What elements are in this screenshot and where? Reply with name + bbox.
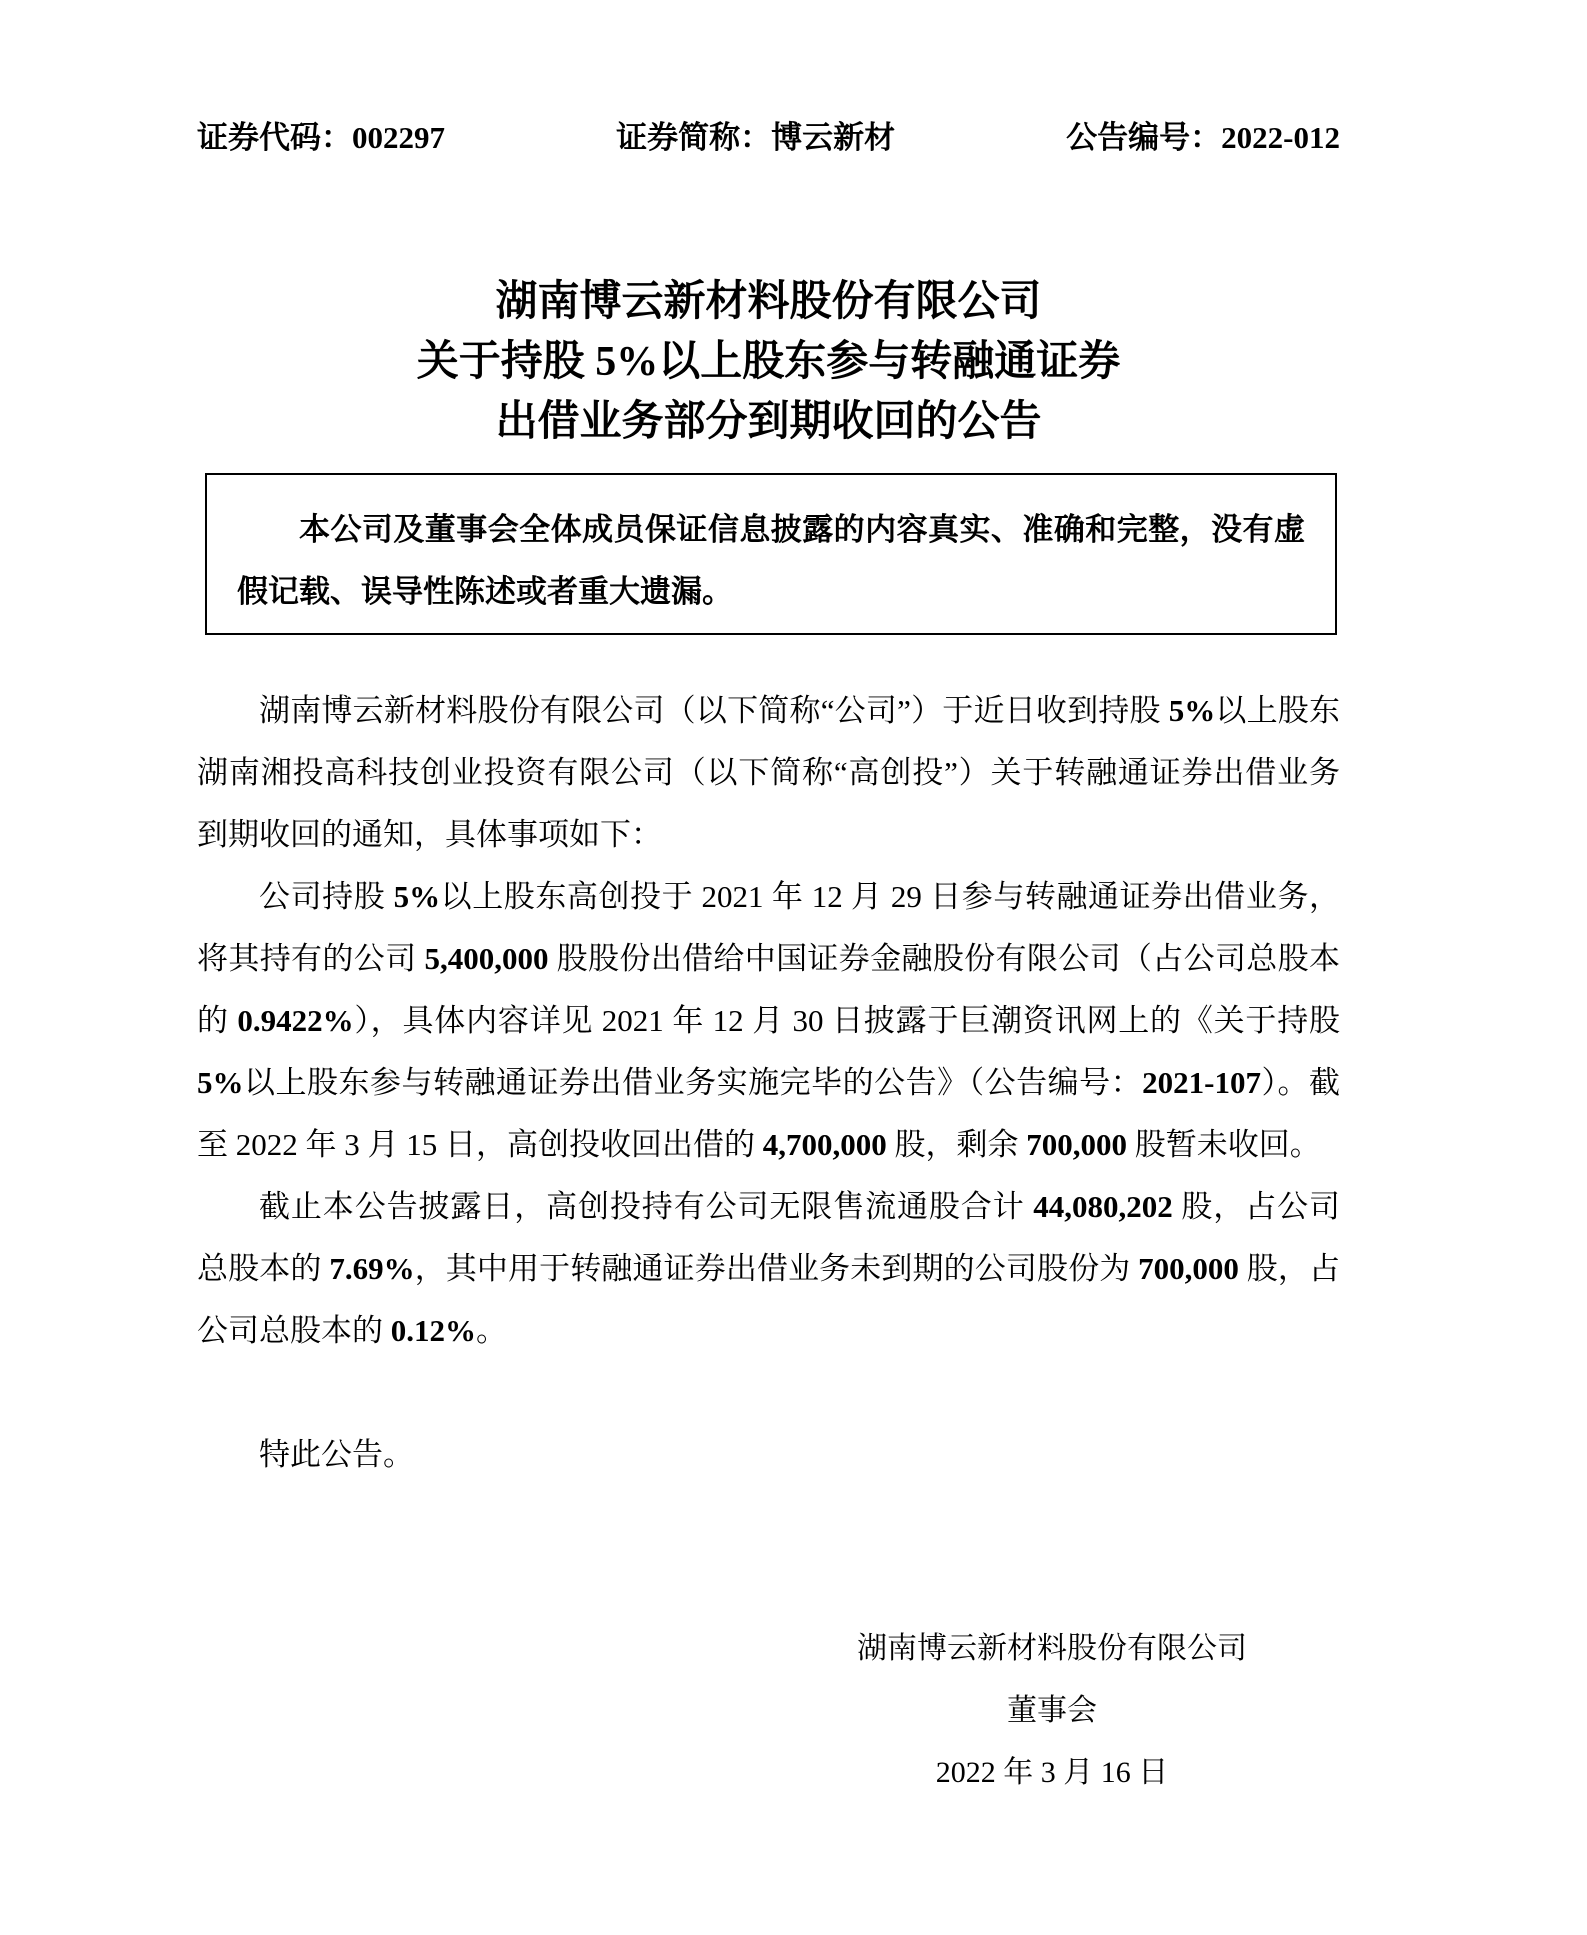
stock-name: 证券简称：博云新材 — [616, 120, 896, 155]
security-info-header — [197, 112, 1340, 157]
truthfulness-statement-box — [205, 473, 1337, 635]
title-line-subject: 关于持股 5%以上股东参与转融通证券 — [416, 339, 1121, 385]
signature-board: 董事会 — [1007, 1694, 1097, 1727]
body-paragraph: 截止本公告披露日，高创投持有公司无限售流通股合计 44,080,202 股，占公司总股本的 7.69%，其中用于转融通证券出借业务未到期的公司股份为 700,000 股，占公司总股本的 0.12%。 — [197, 1189, 1341, 1348]
title-line-company: 湖南博云新材料股份有限公司 — [495, 279, 1042, 325]
truthfulness-statement-text: 本公司及董事会全体成员保证信息披露的内容真实、准确和完整，没有虚假记载、误导性陈述或者重大遗漏。 — [237, 512, 1305, 609]
signature-date: 2022 年 3 月 16 日 — [935, 1756, 1169, 1789]
title-line-subject-cont: 出借业务部分到期收回的公告 — [495, 399, 1042, 445]
body-paragraph: 湖南博云新材料股份有限公司（以下简称“公司”）于近日收到持股 5%以上股东湖南湘投高科技创业投资有限公司（以下简称“高创投”）关于转融通证券出借业务到期收回的通知，具体事项如下： — [197, 693, 1341, 852]
closing-statement: 特此公告。 — [259, 1437, 414, 1472]
signature-company: 湖南博云新材料股份有限公司 — [857, 1632, 1247, 1665]
stock-code: 证券代码：002297 — [197, 120, 445, 155]
signature-block — [855, 1618, 1249, 1804]
document-title — [197, 272, 1340, 452]
page-content — [197, 0, 1340, 1935]
announcement-number: 公告编号：2022-012 — [1066, 120, 1340, 155]
body-paragraph: 公司持股 5%以上股东高创投于 2021 年 12 月 29 日参与转融通证券出借业务，将其持有的公司 5,400,000 股股份出借给中国证券金融股份有限公司（占公司总股本的 0.9422%），具体内容详见 2021 年 12 月 30 日披露于巨潮资讯网上的《关于持股 5%以上股东参与转融通证券出借业务实施完毕的公告》（公告编号：2021-107）。截至 2022 年 3 月 15 日，高创投收回出借的 4,700,000 股，剩余 700,000 股暂未收回。 — [197, 879, 1341, 1162]
announcement-body — [197, 680, 1340, 1486]
